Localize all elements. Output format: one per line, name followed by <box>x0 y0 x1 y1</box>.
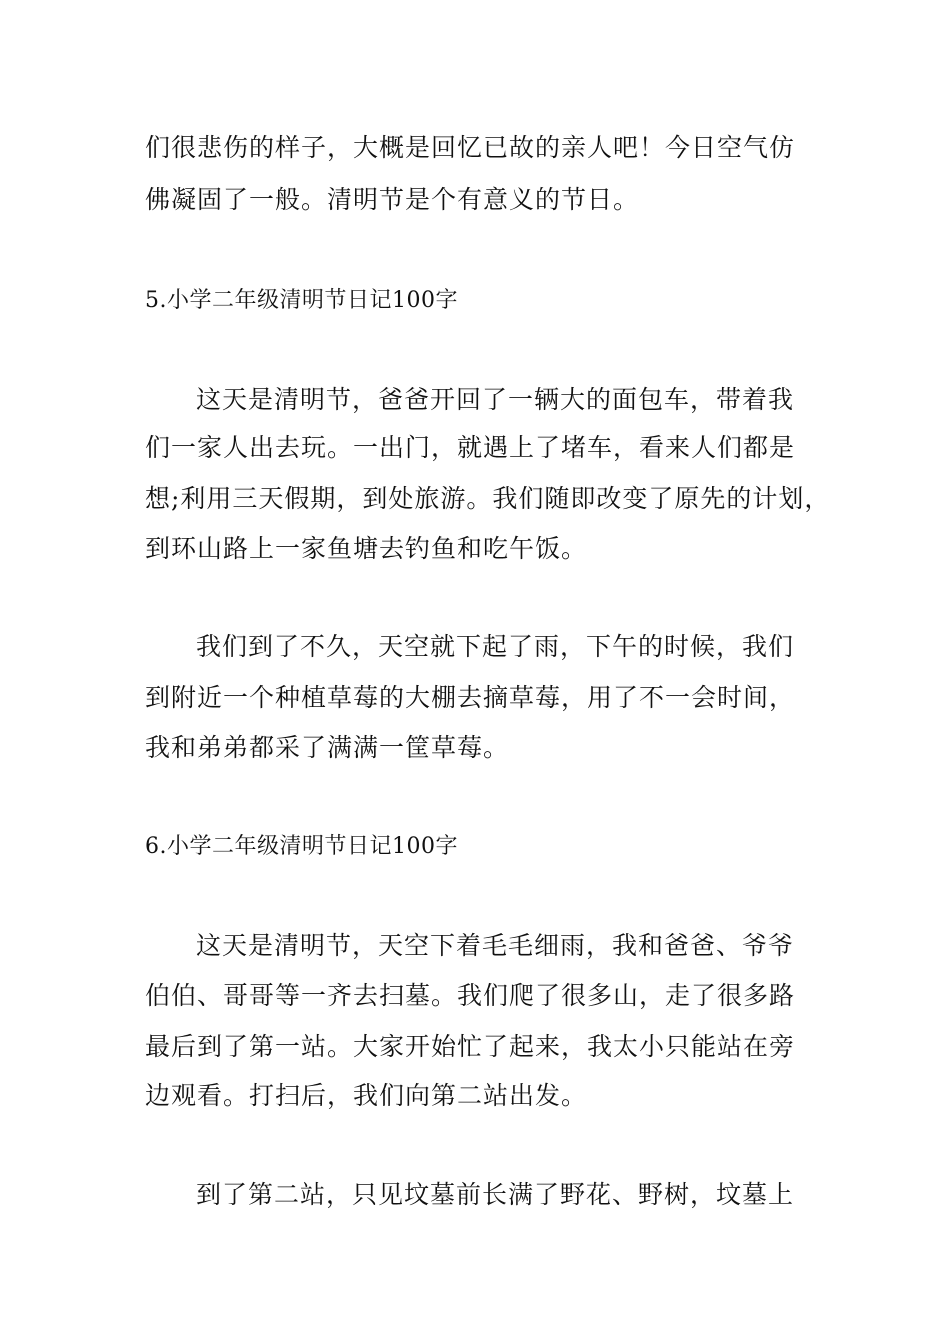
paragraph-line: 这天是清明节，爸爸开回了一辆大的面包车，带着我 <box>196 385 795 414</box>
section-heading-6: 6.小学二年级清明节日记100字 <box>145 834 458 859</box>
section-heading-5: 5.小学二年级清明节日记100字 <box>145 288 458 313</box>
paragraph-line: 伯伯、哥哥等一齐去扫墓。我们爬了很多山，走了很多路 <box>145 981 796 1010</box>
paragraph-line: 到了第二站，只见坟墓前长满了野花、野树，坟墓上 <box>196 1180 795 1209</box>
paragraph-line: 我和弟弟都采了满满一筐草莓。 <box>145 733 510 762</box>
paragraph-line: 想;利用三天假期，到处旅游。我们随即改变了原先的计划， <box>145 484 831 513</box>
paragraph-line: 我们到了不久，天空就下起了雨，下午的时候，我们 <box>196 632 795 661</box>
paragraph-line: 最后到了第一站。大家开始忙了起来，我太小只能站在旁 <box>145 1032 796 1061</box>
paragraph-line: 这天是清明节，天空下着毛毛细雨，我和爸爸、爷爷 <box>196 931 795 960</box>
paragraph-line: 们很悲伤的样子，大概是回忆已故的亲人吧！今日空气仿 <box>145 133 796 162</box>
paragraph-line: 边观看。打扫后，我们向第二站出发。 <box>145 1081 588 1110</box>
paragraph-line: 们一家人出去玩。一出门，就遇上了堵车，看来人们都是 <box>145 433 796 462</box>
paragraph-line: 到附近一个种植草莓的大棚去摘草莓，用了不一会时间， <box>145 683 796 712</box>
paragraph-line: 佛凝固了一般。清明节是个有意义的节日。 <box>145 185 640 214</box>
paragraph-line: 到环山路上一家鱼塘去钓鱼和吃午饭。 <box>145 534 588 563</box>
